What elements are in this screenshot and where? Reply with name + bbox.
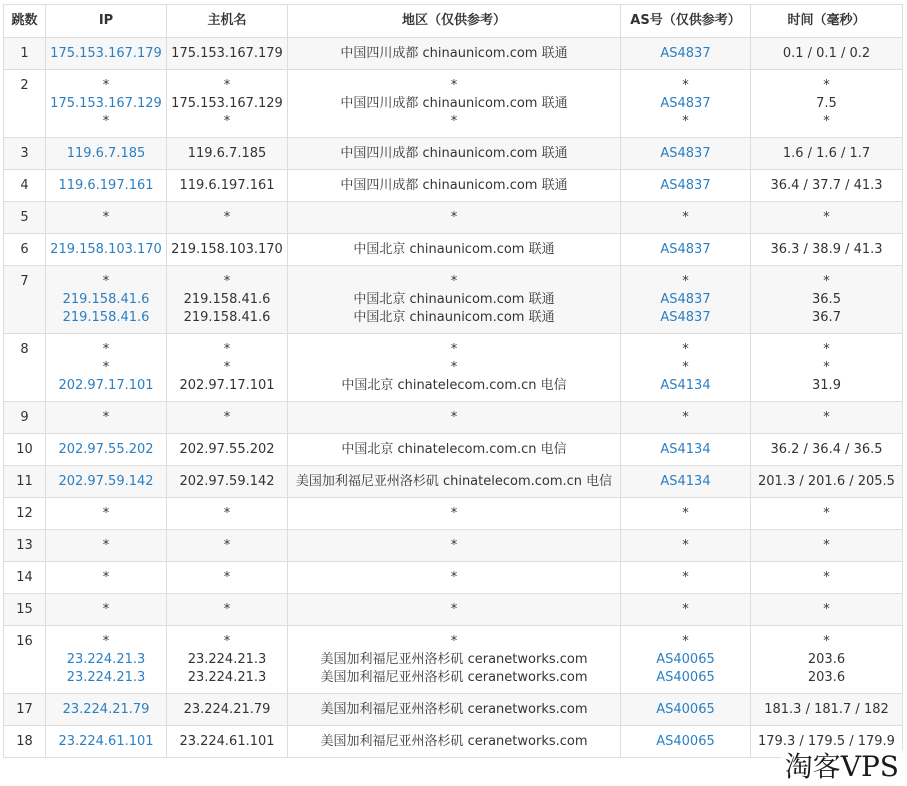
host-value: * — [223, 114, 231, 129]
table-body — [4, 38, 903, 758]
region-cell — [288, 726, 621, 758]
column-header-time: 时间（毫秒） — [751, 5, 903, 38]
ip-link[interactable]: 119.6.197.161 — [58, 178, 154, 193]
hop-cell — [4, 334, 46, 402]
hop-cell — [4, 594, 46, 626]
region-value: * — [450, 360, 458, 375]
table-row — [4, 726, 903, 758]
ip-link[interactable]: 23.224.21.3 — [66, 670, 146, 685]
hop-number: 9 — [20, 410, 29, 425]
ip-cell — [46, 234, 167, 266]
ip-link[interactable]: 175.153.167.129 — [50, 96, 162, 111]
host-value: 202.97.17.101 — [179, 378, 275, 393]
time-value: 179.3 / 179.5 / 179.9 — [758, 734, 895, 749]
time-cell — [751, 498, 903, 530]
table-row — [4, 234, 903, 266]
hop-number: 6 — [20, 242, 29, 257]
host-value: * — [223, 360, 231, 375]
hop-number: 2 — [20, 78, 29, 93]
region-value: 中国北京 chinaunicom.com 联通 — [353, 310, 555, 325]
time-cell — [751, 530, 903, 562]
ip-cell — [46, 694, 167, 726]
ip-value: * — [102, 410, 110, 425]
ip-link[interactable]: 119.6.7.185 — [66, 146, 146, 161]
asn-value: * — [682, 78, 689, 93]
asn-value: * — [682, 410, 689, 425]
host-value: 23.224.21.3 — [187, 652, 267, 667]
table-row — [4, 202, 903, 234]
time-value: 36.5 — [812, 292, 841, 307]
table-row — [4, 402, 903, 434]
ip-link[interactable]: 202.97.17.101 — [58, 378, 154, 393]
asn-cell — [621, 694, 751, 726]
ip-value: * — [102, 602, 110, 617]
asn-cell — [621, 726, 751, 758]
hop-number: 8 — [20, 342, 29, 357]
region-cell — [288, 138, 621, 170]
time-value: * — [823, 538, 830, 553]
region-cell — [288, 530, 621, 562]
hop-cell — [4, 70, 46, 138]
time-value: * — [823, 506, 830, 521]
region-cell — [288, 694, 621, 726]
ip-value: * — [102, 570, 110, 585]
hostname-cell — [167, 434, 288, 466]
hop-cell — [4, 402, 46, 434]
column-header-hop: 跳数 — [4, 5, 46, 38]
host-value: * — [223, 538, 231, 553]
time-value: * — [823, 342, 830, 357]
ip-value: * — [102, 360, 110, 375]
ip-link[interactable]: 202.97.59.142 — [58, 474, 154, 489]
region-value: 中国四川成都 chinaunicom.com 联通 — [340, 96, 568, 111]
asn-link[interactable]: AS4837 — [660, 178, 711, 193]
ip-value: * — [102, 506, 110, 521]
time-value: * — [823, 210, 830, 225]
time-cell — [751, 38, 903, 70]
time-cell — [751, 694, 903, 726]
ip-value: * — [102, 114, 110, 129]
region-cell — [288, 626, 621, 694]
region-cell — [288, 594, 621, 626]
hop-number: 15 — [16, 602, 33, 617]
hop-number: 3 — [20, 146, 29, 161]
ip-cell — [46, 466, 167, 498]
ip-value: * — [102, 210, 110, 225]
asn-link[interactable]: AS40065 — [656, 670, 715, 685]
time-value: * — [823, 78, 830, 93]
region-cell — [288, 562, 621, 594]
asn-link[interactable]: AS4134 — [660, 474, 711, 489]
region-value: * — [450, 210, 458, 225]
region-value: * — [450, 538, 458, 553]
host-value: 202.97.59.142 — [179, 474, 275, 489]
time-value: * — [823, 570, 830, 585]
hostname-cell — [167, 202, 288, 234]
hop-cell — [4, 726, 46, 758]
hop-cell — [4, 202, 46, 234]
region-value: 中国四川成都 chinaunicom.com 联通 — [340, 178, 568, 193]
asn-link[interactable]: AS4837 — [660, 242, 711, 257]
traceroute-table — [3, 4, 903, 758]
ip-cell — [46, 170, 167, 202]
region-cell — [288, 266, 621, 334]
ip-cell — [46, 530, 167, 562]
region-cell — [288, 38, 621, 70]
time-cell — [751, 334, 903, 402]
hop-cell — [4, 530, 46, 562]
hostname-cell — [167, 562, 288, 594]
host-value: 119.6.7.185 — [187, 146, 267, 161]
asn-value: * — [682, 506, 689, 521]
watermark-logo: 淘客VPS — [781, 750, 903, 784]
hop-cell — [4, 498, 46, 530]
host-value: * — [223, 78, 231, 93]
region-value: * — [450, 634, 458, 649]
asn-value: * — [682, 210, 689, 225]
hop-number: 11 — [16, 474, 33, 489]
asn-cell — [621, 434, 751, 466]
time-value: 36.2 / 36.4 / 36.5 — [770, 442, 883, 457]
region-cell — [288, 202, 621, 234]
hostname-cell — [167, 402, 288, 434]
region-cell — [288, 70, 621, 138]
time-value: 203.6 — [807, 652, 846, 667]
table-row — [4, 530, 903, 562]
hostname-cell — [167, 594, 288, 626]
hop-cell — [4, 266, 46, 334]
time-cell — [751, 70, 903, 138]
ip-cell — [46, 434, 167, 466]
ip-cell — [46, 726, 167, 758]
ip-value: * — [102, 538, 110, 553]
asn-cell — [621, 402, 751, 434]
asn-value: * — [682, 342, 689, 357]
table-row — [4, 138, 903, 170]
hostname-cell — [167, 726, 288, 758]
hop-number: 4 — [20, 178, 29, 193]
asn-link[interactable]: AS4134 — [660, 442, 711, 457]
hop-cell — [4, 694, 46, 726]
table-row — [4, 594, 903, 626]
asn-cell — [621, 38, 751, 70]
time-cell — [751, 266, 903, 334]
host-value: * — [223, 570, 231, 585]
region-value: * — [450, 570, 458, 585]
ip-cell — [46, 594, 167, 626]
hop-cell — [4, 626, 46, 694]
asn-cell — [621, 498, 751, 530]
ip-cell — [46, 562, 167, 594]
region-value: 中国四川成都 chinaunicom.com 联通 — [340, 46, 568, 61]
asn-cell — [621, 562, 751, 594]
hostname-cell — [167, 266, 288, 334]
hop-cell — [4, 562, 46, 594]
ip-value: * — [102, 342, 110, 357]
region-value: * — [450, 506, 458, 521]
region-cell — [288, 170, 621, 202]
ip-link[interactable]: 219.158.41.6 — [62, 310, 150, 325]
region-cell — [288, 334, 621, 402]
hop-cell — [4, 170, 46, 202]
region-value: 中国北京 chinatelecom.com.cn 电信 — [341, 442, 567, 457]
hostname-cell — [167, 234, 288, 266]
column-header-ip: IP — [46, 5, 167, 38]
time-value: * — [823, 274, 830, 289]
hop-cell — [4, 466, 46, 498]
column-header-region: 地区（仅供参考） — [288, 5, 621, 38]
asn-cell — [621, 70, 751, 138]
region-value: 美国加利福尼亚州洛杉矶 ceranetworks.com — [320, 734, 588, 749]
ip-value: * — [102, 78, 110, 93]
host-value: * — [223, 634, 231, 649]
time-value: * — [823, 602, 830, 617]
asn-value: * — [682, 114, 689, 129]
host-value: 202.97.55.202 — [179, 442, 275, 457]
hostname-cell — [167, 170, 288, 202]
table-row — [4, 70, 903, 138]
time-value: 7.5 — [816, 96, 837, 111]
region-value: * — [450, 342, 458, 357]
asn-cell — [621, 530, 751, 562]
asn-link[interactable]: AS4837 — [660, 310, 711, 325]
hop-number: 7 — [20, 274, 29, 289]
region-value: 中国北京 chinaunicom.com 联通 — [353, 242, 555, 257]
asn-link[interactable]: AS40065 — [656, 702, 715, 717]
time-cell — [751, 138, 903, 170]
region-value: 美国加利福尼亚州洛杉矶 chinatelecom.com.cn 电信 — [295, 474, 613, 489]
table-row — [4, 626, 903, 694]
hostname-cell — [167, 138, 288, 170]
asn-value: * — [682, 634, 689, 649]
ip-cell — [46, 38, 167, 70]
asn-cell — [621, 234, 751, 266]
hop-number: 5 — [20, 210, 29, 225]
table-header-row — [4, 5, 903, 38]
hop-number: 14 — [16, 570, 33, 585]
time-value: 201.3 / 201.6 / 205.5 — [758, 474, 895, 489]
ip-cell — [46, 70, 167, 138]
asn-value: * — [682, 570, 689, 585]
table-row — [4, 498, 903, 530]
host-value: 23.224.21.3 — [187, 670, 267, 685]
hostname-cell — [167, 334, 288, 402]
ip-link[interactable]: 23.224.21.3 — [66, 652, 146, 667]
column-header-hostname: 主机名 — [167, 5, 288, 38]
ip-link[interactable]: 23.224.21.79 — [62, 702, 150, 717]
hop-number: 1 — [20, 46, 29, 61]
host-value: * — [223, 506, 231, 521]
ip-value: * — [102, 634, 110, 649]
table-row — [4, 170, 903, 202]
host-value: 175.153.167.129 — [171, 96, 283, 111]
asn-link[interactable]: AS40065 — [656, 652, 715, 667]
time-cell — [751, 626, 903, 694]
time-value: 203.6 — [807, 670, 846, 685]
region-value: 中国北京 chinaunicom.com 联通 — [353, 292, 555, 307]
time-value: * — [823, 410, 830, 425]
host-value: 219.158.103.170 — [171, 242, 283, 257]
table-row — [4, 466, 903, 498]
region-value: * — [450, 114, 458, 129]
asn-cell — [621, 466, 751, 498]
region-value: 美国加利福尼亚州洛杉矶 ceranetworks.com — [320, 670, 588, 685]
time-cell — [751, 466, 903, 498]
ip-cell — [46, 202, 167, 234]
ip-link[interactable]: 175.153.167.179 — [50, 46, 162, 61]
column-header-asn: AS号（仅供参考） — [621, 5, 751, 38]
ip-cell — [46, 402, 167, 434]
hop-cell — [4, 234, 46, 266]
region-cell — [288, 498, 621, 530]
table-row — [4, 434, 903, 466]
host-value: 23.224.21.79 — [183, 702, 271, 717]
host-value: * — [223, 602, 231, 617]
time-cell — [751, 434, 903, 466]
asn-link[interactable]: AS4837 — [660, 146, 711, 161]
asn-link[interactable]: AS40065 — [656, 734, 715, 749]
table-row — [4, 694, 903, 726]
time-value: * — [823, 360, 830, 375]
hop-number: 17 — [16, 702, 33, 717]
ip-link[interactable]: 23.224.61.101 — [58, 734, 154, 749]
asn-cell — [621, 266, 751, 334]
region-value: * — [450, 78, 458, 93]
region-cell — [288, 234, 621, 266]
hop-number: 16 — [16, 634, 33, 649]
time-value: 36.4 / 37.7 / 41.3 — [770, 178, 883, 193]
asn-cell — [621, 170, 751, 202]
region-value: * — [450, 602, 458, 617]
asn-cell — [621, 138, 751, 170]
asn-link[interactable]: AS4134 — [660, 378, 711, 393]
asn-cell — [621, 626, 751, 694]
time-value: 1.6 / 1.6 / 1.7 — [782, 146, 871, 161]
host-value: * — [223, 210, 231, 225]
time-cell — [751, 234, 903, 266]
hop-number: 18 — [16, 734, 33, 749]
ip-cell — [46, 498, 167, 530]
region-cell — [288, 434, 621, 466]
time-value: 181.3 / 181.7 / 182 — [764, 702, 889, 717]
region-cell — [288, 466, 621, 498]
time-cell — [751, 594, 903, 626]
ip-link[interactable]: 202.97.55.202 — [58, 442, 154, 457]
region-value: 美国加利福尼亚州洛杉矶 ceranetworks.com — [320, 702, 588, 717]
hostname-cell — [167, 498, 288, 530]
ip-cell — [46, 334, 167, 402]
table-row — [4, 562, 903, 594]
asn-value: * — [682, 602, 689, 617]
host-value: * — [223, 410, 231, 425]
ip-cell — [46, 266, 167, 334]
time-value: * — [823, 634, 830, 649]
host-value: * — [223, 274, 231, 289]
time-value: 0.1 / 0.1 / 0.2 — [782, 46, 871, 61]
time-value: 31.9 — [812, 378, 841, 393]
region-value: 中国四川成都 chinaunicom.com 联通 — [340, 146, 568, 161]
host-value: 175.153.167.179 — [171, 46, 283, 61]
hostname-cell — [167, 466, 288, 498]
hop-cell — [4, 38, 46, 70]
host-value: 219.158.41.6 — [183, 310, 271, 325]
hostname-cell — [167, 626, 288, 694]
asn-link[interactable]: AS4837 — [660, 46, 711, 61]
region-value: * — [450, 274, 458, 289]
hop-number: 10 — [16, 442, 33, 457]
ip-cell — [46, 138, 167, 170]
time-value: * — [823, 114, 830, 129]
hop-cell — [4, 434, 46, 466]
time-value: 36.7 — [812, 310, 841, 325]
time-cell — [751, 170, 903, 202]
region-cell — [288, 402, 621, 434]
asn-value: * — [682, 360, 689, 375]
time-cell — [751, 402, 903, 434]
hostname-cell — [167, 70, 288, 138]
ip-value: * — [102, 274, 110, 289]
asn-cell — [621, 334, 751, 402]
hop-number: 12 — [16, 506, 33, 521]
hostname-cell — [167, 694, 288, 726]
region-value: * — [450, 410, 458, 425]
region-value: 美国加利福尼亚州洛杉矶 ceranetworks.com — [320, 652, 588, 667]
table-row — [4, 38, 903, 70]
host-value: 219.158.41.6 — [183, 292, 271, 307]
ip-link[interactable]: 219.158.103.170 — [50, 242, 162, 257]
asn-link[interactable]: AS4837 — [660, 292, 711, 307]
host-value: 119.6.197.161 — [179, 178, 275, 193]
host-value: 23.224.61.101 — [179, 734, 275, 749]
ip-cell — [46, 626, 167, 694]
hostname-cell — [167, 530, 288, 562]
time-value: 36.3 / 38.9 / 41.3 — [770, 242, 883, 257]
asn-value: * — [682, 538, 689, 553]
host-value: * — [223, 342, 231, 357]
time-cell — [751, 202, 903, 234]
table-row — [4, 334, 903, 402]
asn-cell — [621, 202, 751, 234]
time-cell — [751, 562, 903, 594]
asn-value: * — [682, 274, 689, 289]
asn-link[interactable]: AS4837 — [660, 96, 711, 111]
asn-cell — [621, 594, 751, 626]
hostname-cell — [167, 38, 288, 70]
ip-link[interactable]: 219.158.41.6 — [62, 292, 150, 307]
table-row — [4, 266, 903, 334]
hop-number: 13 — [16, 538, 33, 553]
hop-cell — [4, 138, 46, 170]
region-value: 中国北京 chinatelecom.com.cn 电信 — [341, 378, 567, 393]
